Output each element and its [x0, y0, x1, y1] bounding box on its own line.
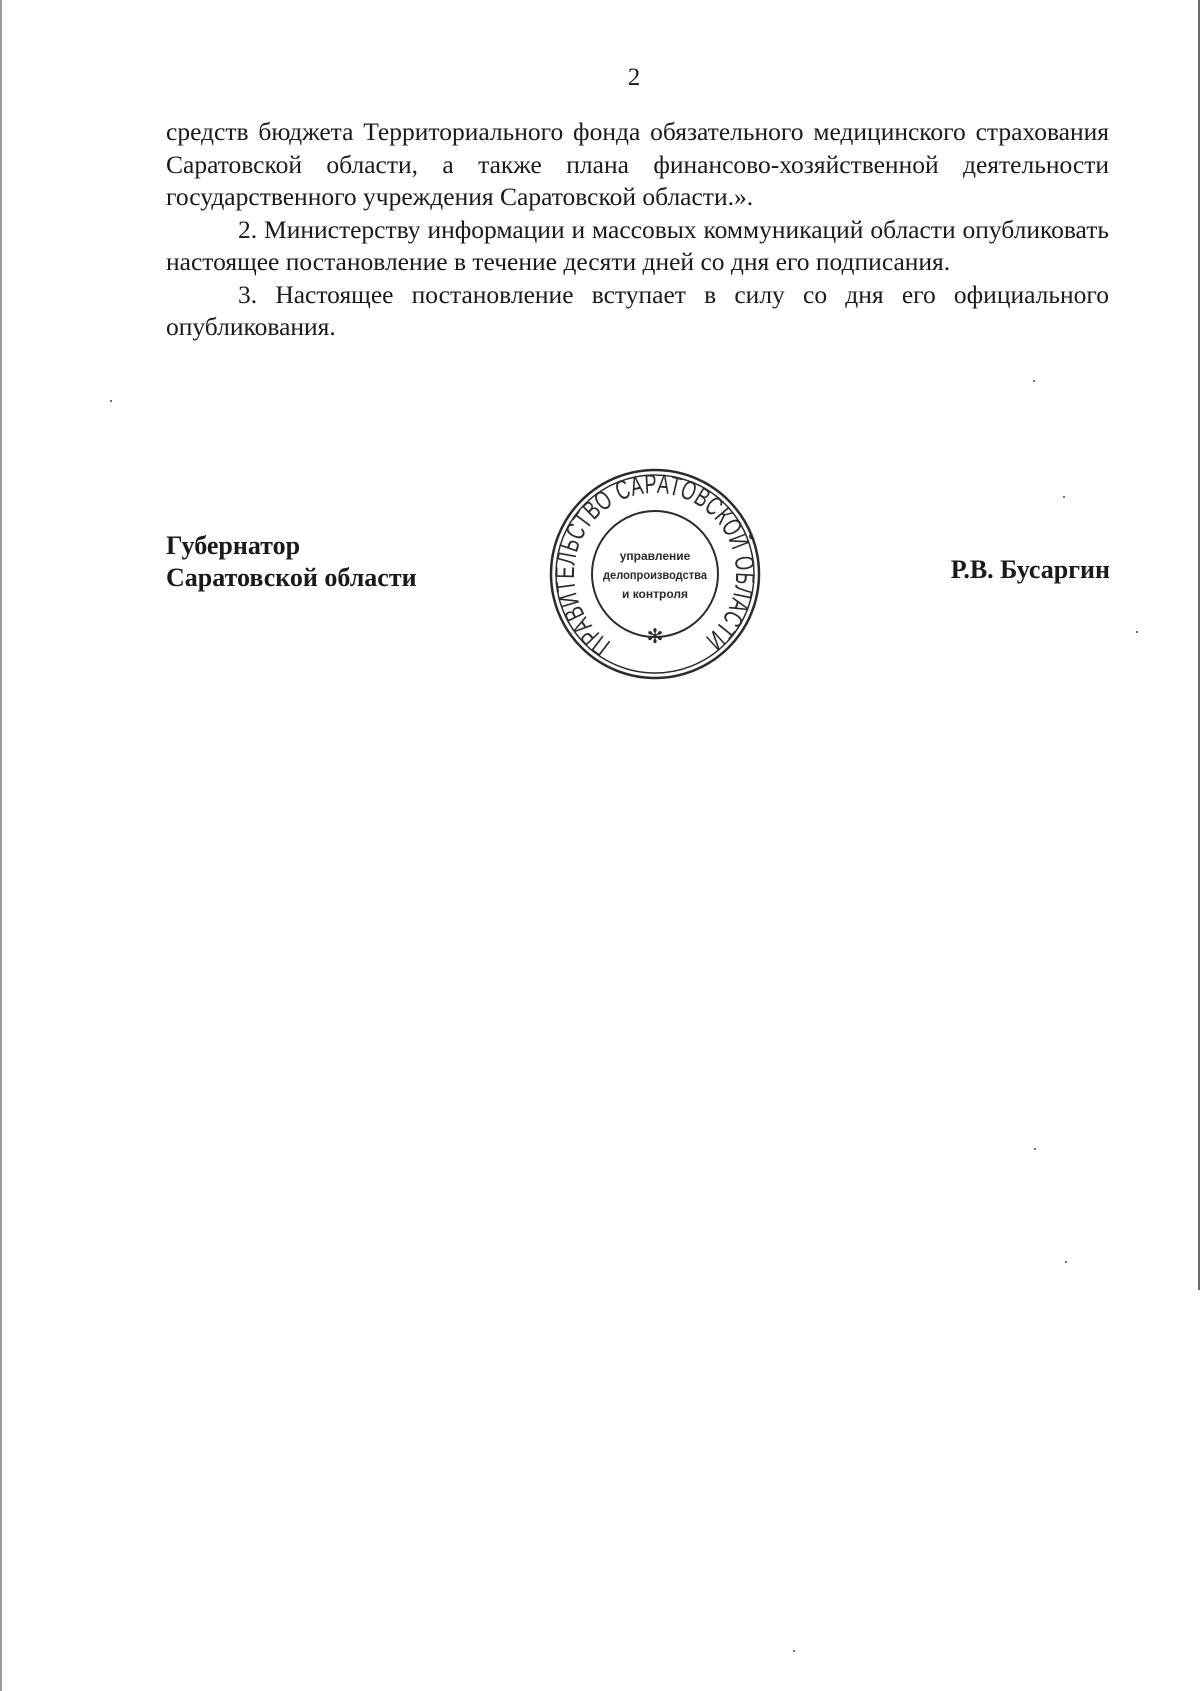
scan-speck	[110, 400, 112, 402]
document-body	[166, 116, 1109, 344]
seal-star-icon: ✻	[646, 624, 664, 648]
seal-inner-line-3: и контроля	[622, 587, 688, 601]
scan-left-edge	[0, 0, 2, 1691]
official-seal-stamp	[548, 467, 762, 681]
seal-inner-line-2: делопроизводства	[603, 568, 708, 582]
signatory-region: Саратовской области	[166, 563, 417, 592]
scan-speck	[1136, 631, 1138, 633]
seal-outer-text: ПРАВИТЕЛЬСТВО САРАТОВСКОЙ ОБЛАСТИ	[549, 468, 762, 662]
seal-graphic	[548, 467, 762, 681]
scan-speck	[1065, 1261, 1067, 1263]
signatory-position	[166, 530, 417, 594]
scan-speck	[793, 1650, 795, 1652]
scan-speck	[1033, 380, 1035, 382]
signatory-title: Губернатор	[166, 531, 301, 560]
seal-inner-line-1: управление	[619, 549, 691, 563]
paragraph-item-3: 3. Настоящее постановление вступает в силу со дня его официального опубликования.	[166, 279, 1109, 341]
page-number: 2	[627, 64, 641, 91]
signatory-name: Р.В. Бусаргин	[950, 555, 1110, 584]
scan-speck	[1063, 496, 1065, 498]
paragraph-item-2: 2. Министерству информации и массовых коммуникаций области опубликовать настоящее постановление в течение десяти дней со дня его подписания.	[166, 214, 1109, 276]
paragraph-continuation: средств бюджета Территориального фонда обязательного медицинского страхования Саратовской области, а также плана финансово-хозяйственной деятельности государственного учреждения Саратовской области.».	[166, 117, 1109, 211]
scan-speck	[1034, 1148, 1036, 1150]
